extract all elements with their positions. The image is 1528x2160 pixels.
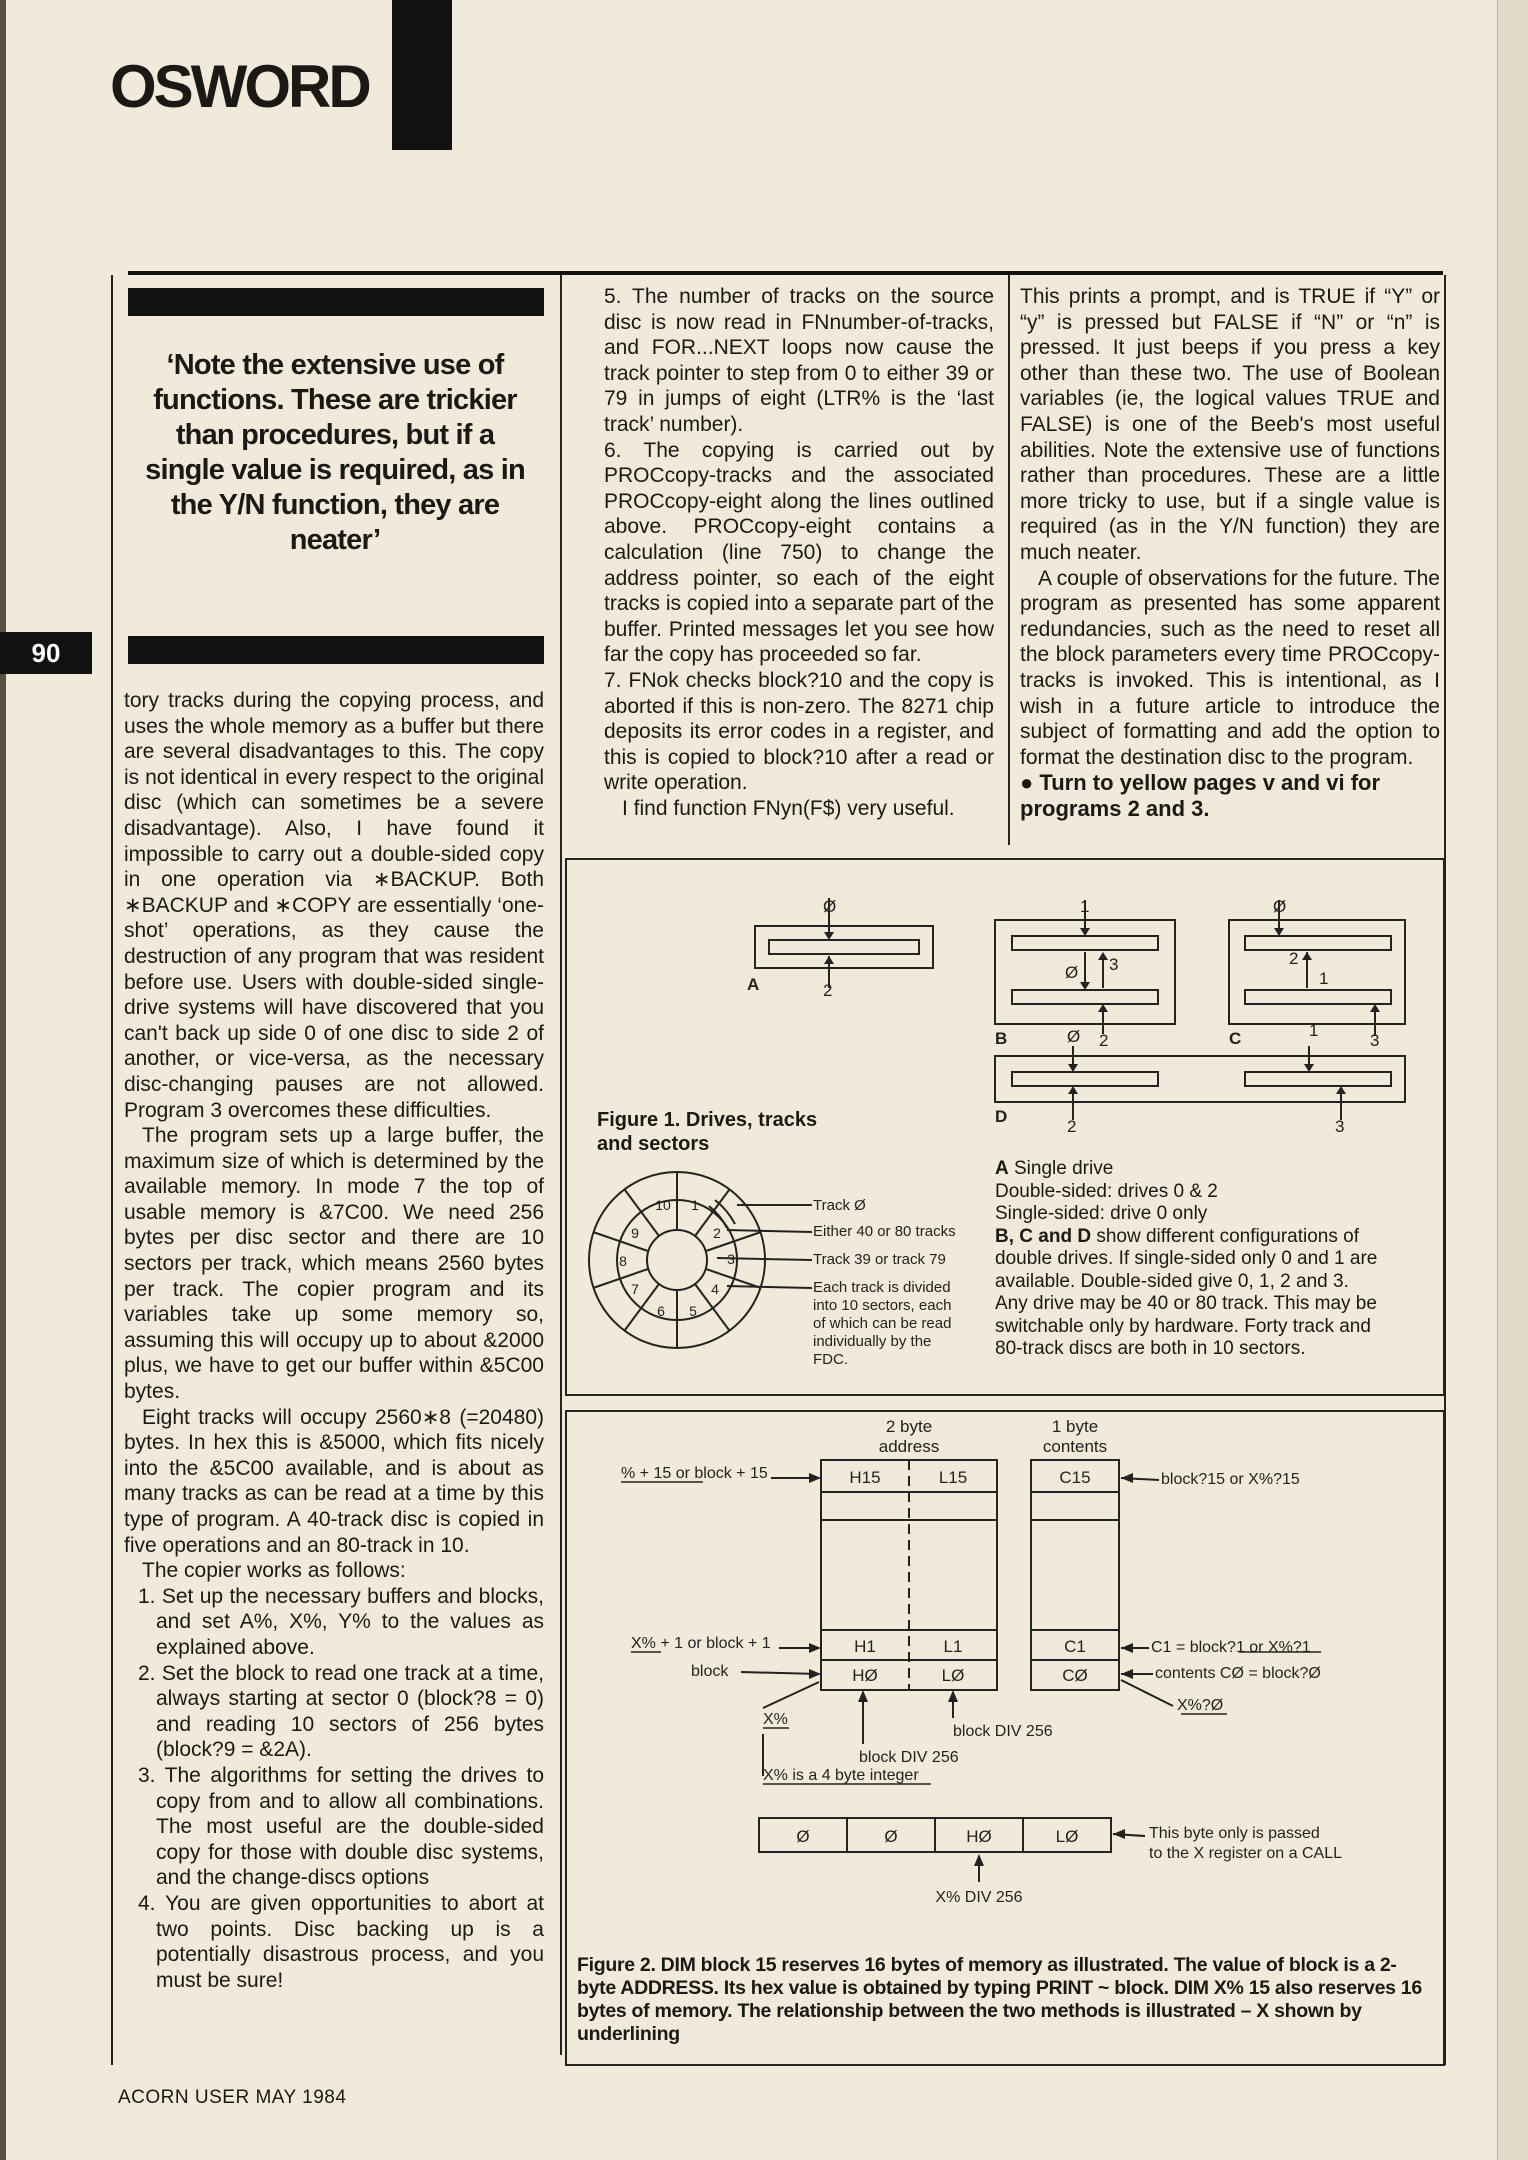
section-title: OSWORD bbox=[110, 53, 369, 120]
fig2-label: X% is a 4 byte integer bbox=[763, 1767, 919, 1784]
sector-number: 2 bbox=[713, 1225, 721, 1241]
sector-number: 1 bbox=[691, 1197, 699, 1213]
figure-1 bbox=[565, 858, 1445, 1396]
article-column-1 bbox=[124, 688, 544, 1993]
fig2-head: 2 byte bbox=[885, 1417, 933, 1436]
cell: L15 bbox=[938, 1468, 968, 1487]
cell: C1 bbox=[1064, 1637, 1086, 1656]
page-footer: ACORN USER MAY 1984 bbox=[118, 2087, 347, 2108]
title-bar-decoration bbox=[392, 0, 452, 150]
fig2-note: to the X register on a CALL bbox=[1149, 1845, 1342, 1862]
fig1-label: 2 bbox=[1099, 1031, 1109, 1050]
drive-d-label: D bbox=[995, 1107, 1008, 1126]
cell: LØ bbox=[941, 1666, 965, 1685]
fig2-label: % + 15 or block + 15 bbox=[621, 1465, 768, 1482]
cell: CØ bbox=[1062, 1666, 1088, 1685]
disc-label: Track Ø bbox=[813, 1197, 866, 1214]
sector-number: 8 bbox=[619, 1253, 627, 1269]
fig2-note: This byte only is passed bbox=[1149, 1825, 1320, 1842]
paragraph: This prints a prompt, and is TRUE if “Y” or “y” is pressed but FALSE if “N” or “n” is pressed. It just beeps if you press a key other than these two. The use of Boolean variables (ie, the logical values TRUE and FALSE) is one of the Beeb's most useful abilities. Note the extensive use of functions rather than procedures. These are a little more tricky to use, but if a single value is required (as in the Y/N function) they are much neater. bbox=[1020, 285, 1440, 564]
cell: HØ bbox=[852, 1666, 878, 1685]
pull-quote: ‘Note the extensive use of functions. These are trickier than procedures, but if a single value is required, as in the Y/N function, they are neater’ bbox=[145, 349, 525, 556]
disc-hub bbox=[647, 1230, 707, 1290]
fig2-label: block DIV 256 bbox=[953, 1723, 1053, 1740]
fig1-label: Ø bbox=[823, 897, 837, 916]
fig2-label: block?15 or X%?15 bbox=[1161, 1471, 1300, 1488]
drive-a-label: A bbox=[747, 975, 760, 994]
page-binding-shadow bbox=[0, 0, 6, 2160]
fig2-label: X% + 1 or block + 1 bbox=[631, 1635, 771, 1652]
fig1-label: 3 bbox=[1109, 955, 1119, 974]
paragraph: A couple of observations for the future. The program as presented has some apparent redundancies, such as the need to reset all the block parameters every time PROCcopy-tracks is invoked. This is intentional, as I wish in a future article to introduce the subject of formatting and add the option to format the destination disc to the program. bbox=[1020, 566, 1440, 769]
fig2-label: X% DIV 256 bbox=[935, 1889, 1023, 1906]
cell: H1 bbox=[854, 1637, 876, 1656]
column-rule bbox=[1008, 275, 1010, 845]
int-cell: Ø bbox=[884, 1827, 898, 1846]
fig1-label: 2 bbox=[1067, 1117, 1077, 1136]
sector-number: 6 bbox=[657, 1303, 665, 1319]
fig2-label: X% bbox=[763, 1711, 788, 1728]
fig1-label: 3 bbox=[1335, 1117, 1345, 1136]
disc-label: Each track is divided bbox=[813, 1279, 951, 1296]
paragraph: I find function FNyn(F$) very useful. bbox=[622, 796, 955, 820]
sector-number: 4 bbox=[711, 1281, 719, 1297]
fig1-label: 2 bbox=[1289, 949, 1299, 968]
legend-line: B, C and D show different configurations of bbox=[995, 1225, 1359, 1247]
cell: L1 bbox=[943, 1637, 963, 1656]
pull-quote-top-bar bbox=[128, 288, 544, 316]
column-rule bbox=[111, 275, 113, 2065]
fig1-label: Ø bbox=[1065, 963, 1079, 982]
paragraph: Eight tracks will occupy 2560∗8 (=20480) bytes. In hex this is &5000, which fits nicely into the &5C00 available, and is about as many tracks as can be read at a time by this type of program. A 40-track disc is copied in five operations and an 80-track in 10. bbox=[124, 1405, 544, 1557]
page-edge bbox=[1497, 0, 1528, 2160]
int-cell: HØ bbox=[966, 1827, 992, 1846]
cell: H15 bbox=[849, 1468, 881, 1487]
disc-label: of which can be read bbox=[813, 1315, 952, 1332]
list-item: 1. Set up the necessary buffers and blocks, and set A%, X%, Y% to the values as explained above. bbox=[138, 1584, 544, 1659]
legend-line: Any drive may be 40 or 80 track. This may be bbox=[995, 1293, 1377, 1314]
article-column-2 bbox=[604, 284, 994, 821]
sector-number: 7 bbox=[631, 1281, 639, 1297]
article-column-3 bbox=[1020, 284, 1440, 821]
fig1-label: Ø bbox=[1273, 897, 1287, 916]
legend-line: Double-sided: drives 0 & 2 bbox=[995, 1180, 1218, 1202]
fig2-head: 1 byte bbox=[1051, 1417, 1099, 1436]
pull-quote-bottom-bar bbox=[128, 636, 544, 664]
sector-number: 3 bbox=[727, 1251, 735, 1267]
legend-line: Single-sided: drive 0 only bbox=[995, 1203, 1208, 1224]
disc-label: into 10 sectors, each bbox=[813, 1297, 952, 1314]
paragraph: The copier works as follows: bbox=[142, 1559, 406, 1583]
fig1-label: 2 bbox=[823, 981, 833, 1000]
paragraph: The program sets up a large buffer, the maximum size of which is determined by the available memory. In mode 7 the top of usable memory is &7C00. We need 256 bytes per disc sector and there are 10 sectors per track, which means 2560 bytes per track. The copier program and its variables take up some memory so, assuming this will occupy up to about &2000 plus, we have to get our buffer within &5C00 bytes. bbox=[124, 1124, 544, 1404]
page-number: 90 bbox=[0, 632, 92, 674]
disc-label: individually by the bbox=[813, 1333, 932, 1350]
int-cell: LØ bbox=[1055, 1827, 1079, 1846]
legend-line: double drives. If single-sided only 0 and 1 are bbox=[995, 1248, 1378, 1269]
list-item: 7. FNok checks block?10 and the copy is aborted if this is non-zero. The 8271 chip deposits its error codes in a register, and this is copied to block?10 after a read or write operation. bbox=[604, 668, 994, 795]
fig2-label: block DIV 256 bbox=[859, 1749, 959, 1766]
figure-1-legend bbox=[995, 1158, 1435, 1361]
fig1-label: 1 bbox=[1319, 969, 1329, 988]
list-item: 5. The number of tracks on the source disc is now read in FNnumber-of-tracks, and FOR...NEXT loops now cause the track pointer to step from 0 to either 39 or 79 in jumps of eight (LTR% is the ‘last track’ number). bbox=[604, 285, 994, 436]
fig1-label: 3 bbox=[1370, 1031, 1380, 1050]
legend-line: available. Double-sided give 0, 1, 2 and 3. bbox=[995, 1270, 1349, 1292]
fig2-head: contents bbox=[1042, 1437, 1108, 1456]
drive-a-track bbox=[769, 940, 919, 954]
fig1-label: 1 bbox=[1309, 1021, 1319, 1040]
fig1-label: Ø bbox=[1067, 1027, 1081, 1046]
drive-d-outline bbox=[995, 1056, 1405, 1102]
sector-number: 9 bbox=[631, 1225, 639, 1241]
disc-label: FDC. bbox=[813, 1351, 848, 1368]
turn-page-note: ● Turn to yellow pages v and vi for programs 2 and 3. bbox=[1020, 770, 1381, 821]
sector-number: 5 bbox=[689, 1303, 697, 1319]
sector-number: 10 bbox=[655, 1197, 671, 1213]
paragraph: tory tracks during the copying process, and uses the whole memory as a buffer but there are several disadvantages to this. The copy is not identical in every respect to the original disc (which can sometimes be a severe disadvantage). Also, I have found it impossible to carry out a double-sided copy in one operation via ∗BACKUP. Both ∗BACKUP and ∗COPY are essentially ‘one-shot’ operations, as they cause the destruction of any program that was resident before use. Users with double-sided single-drive systems will have discovered that you can't back up side 0 of one disc to side 2 of another, or vice-versa, as the necessary disc-changing pauses are not allowed. Program 3 overcomes these difficulties. bbox=[124, 689, 544, 1122]
header-rule bbox=[128, 271, 1443, 275]
list-item: 4. You are given opportunities to abort at two points. Disc backing up is a potentially disastrous process, and you must be sure! bbox=[138, 1891, 544, 1992]
int-cell: Ø bbox=[796, 1827, 810, 1846]
list-item: 2. Set the block to read one track at a time, always starting at sector 0 (block?8 = 0) and reading 10 sectors of 256 bytes (block?9 = &2A). bbox=[138, 1661, 544, 1762]
legend-line: A Single drive bbox=[995, 1158, 1114, 1179]
disc-label: Either 40 or 80 tracks bbox=[813, 1223, 956, 1240]
figure-2-caption: Figure 2. DIM block 15 reserves 16 bytes of memory as illustrated. The value of block is a 2-byte ADDRESS. Its hex value is obtained by typing PRINT ~ block. DIM X% 15 also reserves 16 bytes of memory. The relationship between the two methods is illustrated – X shown by underlining bbox=[577, 1954, 1422, 2045]
drive-c-label: C bbox=[1229, 1029, 1242, 1048]
drive-a-outline bbox=[755, 926, 933, 968]
fig1-label: 1 bbox=[1080, 897, 1090, 916]
fig2-label: block bbox=[691, 1663, 729, 1680]
legend-line: switchable only by hardware. Forty track and bbox=[995, 1315, 1371, 1337]
disc-label: Track 39 or track 79 bbox=[813, 1251, 946, 1268]
legend-line: 80-track discs are both in 10 sectors. bbox=[995, 1338, 1306, 1359]
fig2-label: contents CØ = block?Ø bbox=[1155, 1665, 1321, 1682]
list-item: 3. The algorithms for setting the drives to copy from and to allow all combinations. The most useful are the double-sided copy for those with double disc systems, and the change-discs options bbox=[138, 1763, 544, 1890]
cell: C15 bbox=[1059, 1468, 1091, 1487]
fig2-head: address bbox=[878, 1437, 940, 1456]
drive-b-label: B bbox=[995, 1029, 1008, 1048]
figure-2 bbox=[565, 1410, 1445, 2066]
list-item: 6. The copying is carried out by PROCcopy-tracks and the associated PROCcopy-eight along the lines outlined above. PROCcopy-eight contains a calculation (line 750) to change the address pointer, so each of the eight tracks is copied into a separate part of the buffer. Printed messages let you see how far the copy has proceeded so far. bbox=[604, 438, 994, 667]
figure-1-caption: Figure 1. Drives, tracks and sectors bbox=[597, 1109, 818, 1155]
fig2-label: C1 = block?1 or X%?1 bbox=[1151, 1639, 1311, 1656]
column-rule bbox=[560, 275, 562, 2055]
fig2-label: X%?Ø bbox=[1177, 1697, 1224, 1714]
